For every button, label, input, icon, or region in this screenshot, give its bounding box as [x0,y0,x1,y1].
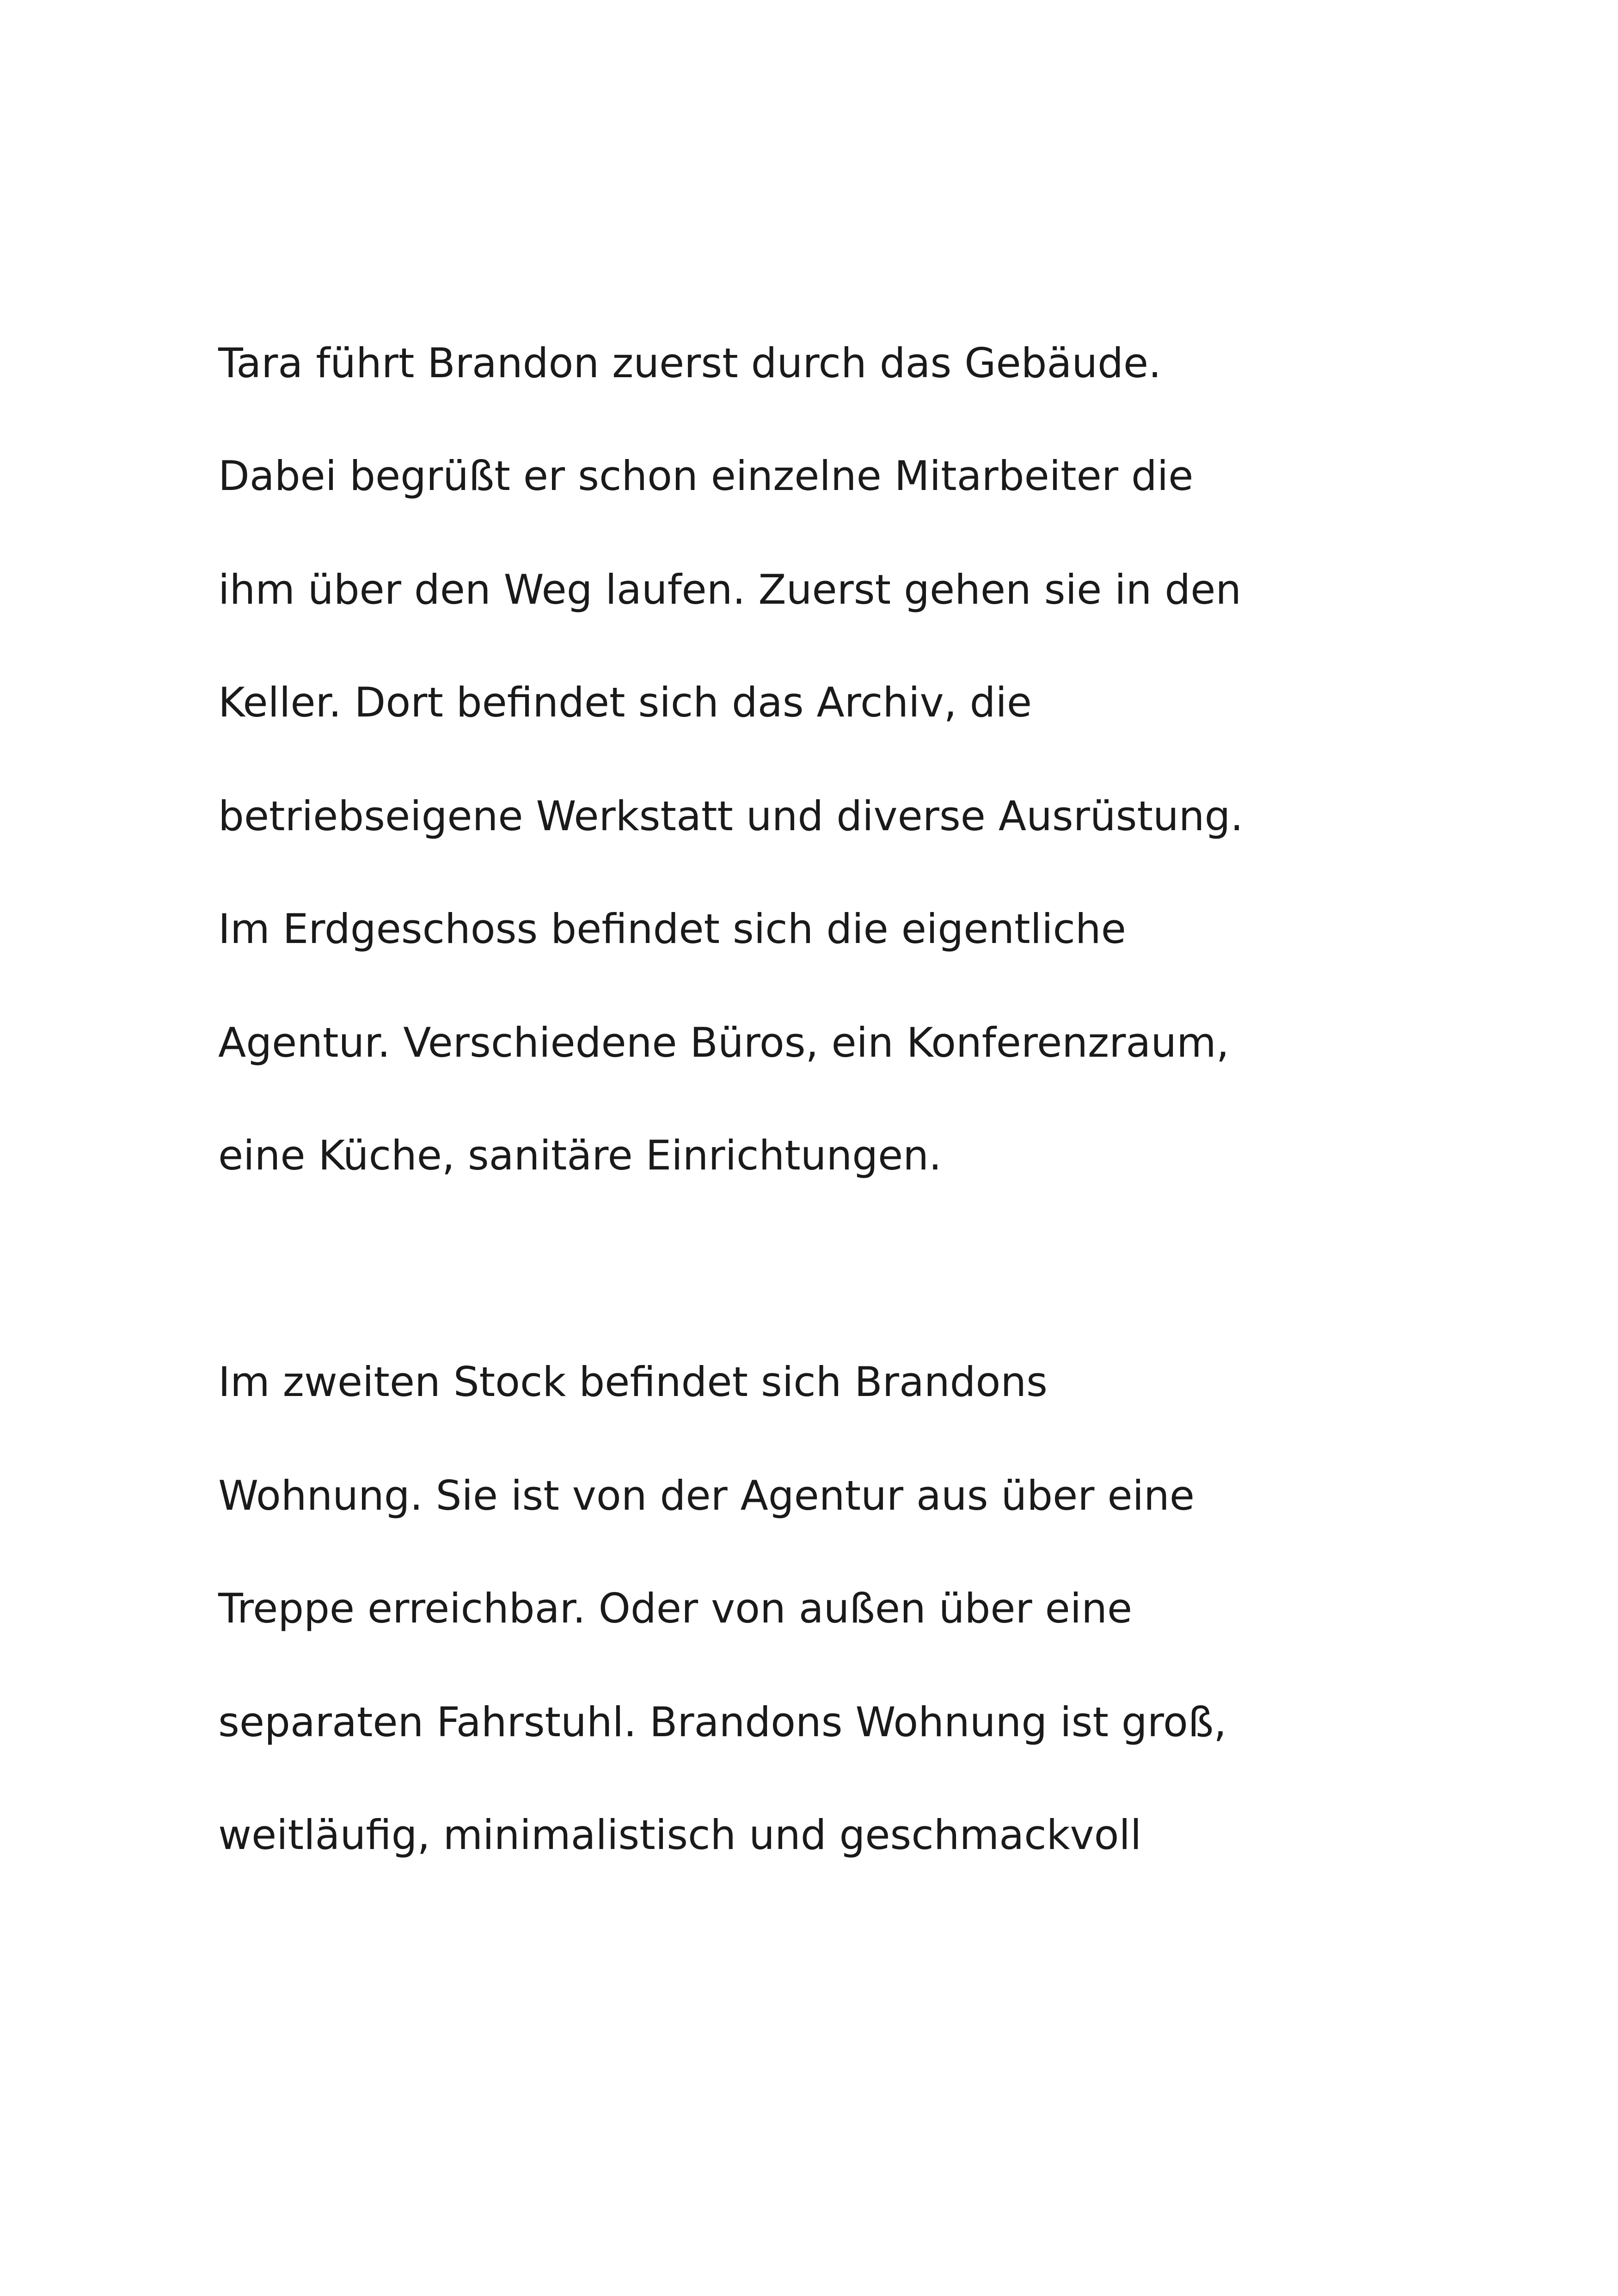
text-line: Treppe erreichbar. Oder von außen über eine [218,1585,1133,1632]
text-line: weitläufig, minimalistisch und geschmackvoll [218,1811,1142,1859]
text-line: eine Küche, sanitäre Einrichtungen. [218,1132,942,1179]
text-line: betriebseigene Werkstatt und diverse Ausrüstung. [218,792,1244,840]
text-line: Im zweiten Stock befindet sich Brandons [218,1358,1048,1406]
text-line: separaten Fahrstuhl. Brandons Wohnung ist groß, [218,1698,1227,1746]
text-line: Agentur. Verschiedene Büros, ein Konferenzraum, [218,1019,1229,1066]
text-line: ihm über den Weg laufen. Zuerst gehen sie in den [218,566,1242,613]
text-line: Keller. Dort befindet sich das Archiv, die [218,679,1032,726]
text-line: Dabei begrüßt er schon einzelne Mitarbeiter die [218,452,1194,500]
text-line: Wohnung. Sie ist von der Agentur aus über eine [218,1472,1195,1519]
text-line: Tara führt Brandon zuerst durch das Gebäude. [218,339,1162,387]
text-line: Im Erdgeschoss befindet sich die eigentliche [218,905,1126,953]
